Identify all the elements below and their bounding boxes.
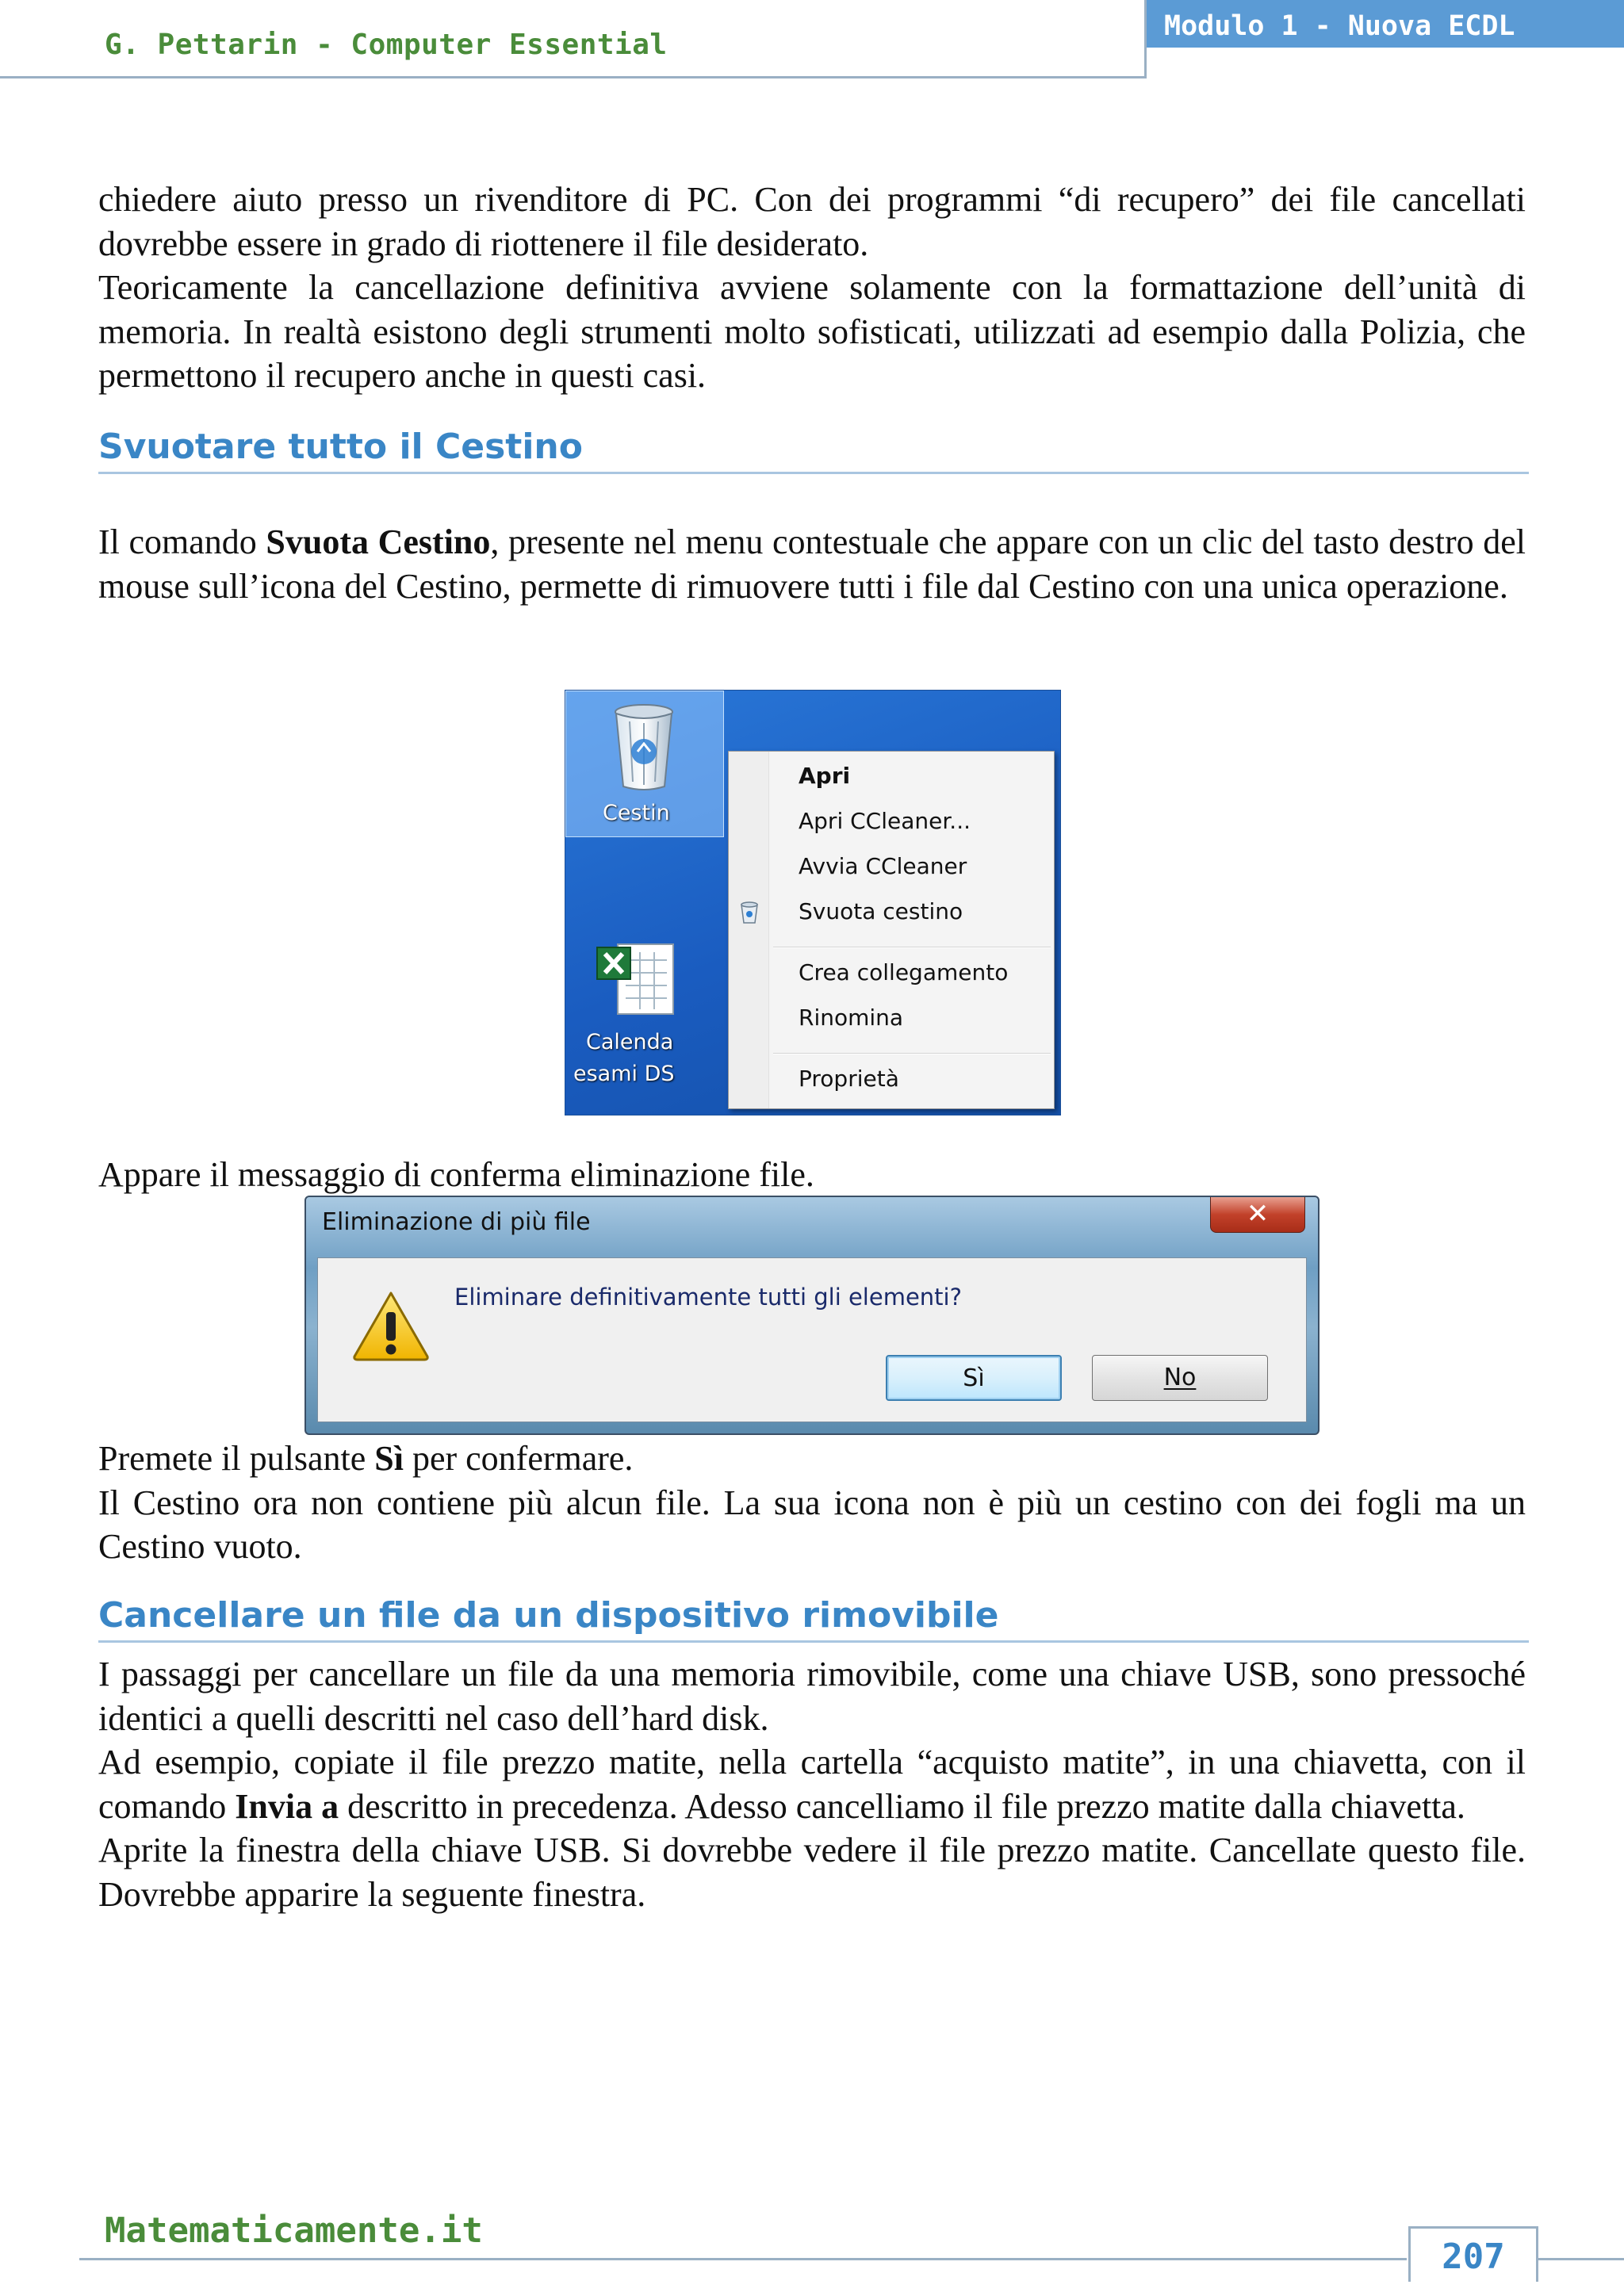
desktop-file-label-line2: esami DS xyxy=(573,1062,675,1086)
recycle-bin-desktop-icon[interactable] xyxy=(565,691,724,837)
after-dialog-text xyxy=(98,1437,1526,1569)
paragraph: Il Cestino ora non contiene più alcun file. La sua icona non è più un cestino con dei fogli ma un Cestino vuoto. xyxy=(98,1483,1526,1566)
recycle-bin-label: Cestin xyxy=(603,801,670,825)
menu-item-svuota-cestino[interactable]: Svuota cestino xyxy=(799,898,963,924)
paragraph: Appare il messaggio di conferma eliminazione file. xyxy=(98,1155,814,1194)
header-module-label: Modulo 1 - Nuova ECDL xyxy=(1147,0,1624,48)
menu-item-proprieta[interactable]: Proprietà xyxy=(799,1066,899,1092)
paragraph: Teoricamente la cancellazione definitiva avviene solamente con la formattazione dell’unità di memoria. In realtà esistono degli strumenti molto sofisticati, utilizzati ad esempio dalla Polizia, che permettono il recupero anche in questi casi. xyxy=(98,268,1526,395)
dialog-message: Eliminare definitivamente tutti gli elementi? xyxy=(454,1284,962,1311)
bold-si: Sì xyxy=(374,1439,404,1478)
intro-text xyxy=(98,178,1526,398)
no-button-label: No xyxy=(1163,1364,1197,1391)
menu-item-rinomina[interactable]: Rinomina xyxy=(799,1004,904,1031)
footer-rule-right xyxy=(1538,2258,1624,2260)
dialog-body xyxy=(317,1257,1307,1422)
bold-invia-a: Invia a xyxy=(235,1786,339,1826)
menu-separator xyxy=(773,947,1051,948)
menu-item-crea-collegamento[interactable]: Crea collegamento xyxy=(799,959,1009,985)
footer-rule xyxy=(79,2258,1407,2260)
empty-bin-small-icon xyxy=(738,901,760,924)
excel-file-icon[interactable] xyxy=(594,936,681,1024)
menu-item-apri[interactable]: Apri xyxy=(799,763,851,789)
desktop-file-label-line1: Calenda xyxy=(586,1030,674,1054)
section-heading-dispositivo-rimovibile: Cancellare un file da un dispositivo rimovibile xyxy=(98,1595,1529,1643)
dialog-title: Eliminazione di più file xyxy=(322,1208,591,1236)
footer-site: Matematicamente.it xyxy=(105,2210,483,2251)
delete-confirm-dialog xyxy=(304,1196,1320,1435)
context-menu-screenshot xyxy=(565,690,1061,1115)
confirm-intro-text xyxy=(98,1153,1526,1197)
paragraph: Ad esempio, copiate il file prezzo matite, nella cartella “acquisto matite”, in una chiavetta, con il comando Invia a descritto in precedenza. Adesso cancelliamo il file prezzo matite dalla chiavetta. xyxy=(98,1743,1526,1826)
context-menu xyxy=(728,751,1055,1109)
section1-text xyxy=(98,520,1526,608)
paragraph: Il comando Svuota Cestino, presente nel menu contestuale che appare con un clic del tasto destro del mouse sull’icona del Cestino, permette di rimuovere tutti i file dal Cestino con una unica operazione. xyxy=(98,522,1526,606)
header-rule xyxy=(0,76,1145,78)
menu-item-apri-ccleaner[interactable]: Apri CCleaner... xyxy=(799,808,971,834)
yes-button[interactable]: Sì xyxy=(886,1355,1062,1401)
paragraph: Premete il pulsante Sì per confermare. xyxy=(98,1439,634,1478)
recycle-bin-icon xyxy=(604,699,684,794)
menu-item-avvia-ccleaner[interactable]: Avvia CCleaner xyxy=(799,853,967,879)
section2-text xyxy=(98,1652,1526,1916)
menu-separator xyxy=(773,1053,1051,1054)
close-icon[interactable]: ✕ xyxy=(1210,1197,1305,1233)
paragraph: Aprite la finestra della chiave USB. Si dovrebbe vedere il file prezzo matite. Cancellate questo file. Dovrebbe apparire la seguente finestra. xyxy=(98,1831,1526,1914)
section-heading-svuotare: Svuotare tutto il Cestino xyxy=(98,427,1529,474)
paragraph: I passaggi per cancellare un file da una memoria rimovibile, come una chiave USB, sono pressoché identici a quelli descritti nel caso dell’hard disk. xyxy=(98,1655,1526,1738)
page-number: 207 xyxy=(1408,2226,1538,2282)
no-button[interactable] xyxy=(1092,1355,1268,1401)
warning-icon xyxy=(351,1290,431,1361)
header-author-title: G. Pettarin - Computer Essential xyxy=(105,29,668,61)
bold-command: Svuota Cestino xyxy=(266,522,491,561)
paragraph: chiedere aiuto presso un rivenditore di PC. Con dei programmi “di recupero” dei file cancellati dovrebbe essere in grado di riottenere il file desiderato. xyxy=(98,180,1526,263)
